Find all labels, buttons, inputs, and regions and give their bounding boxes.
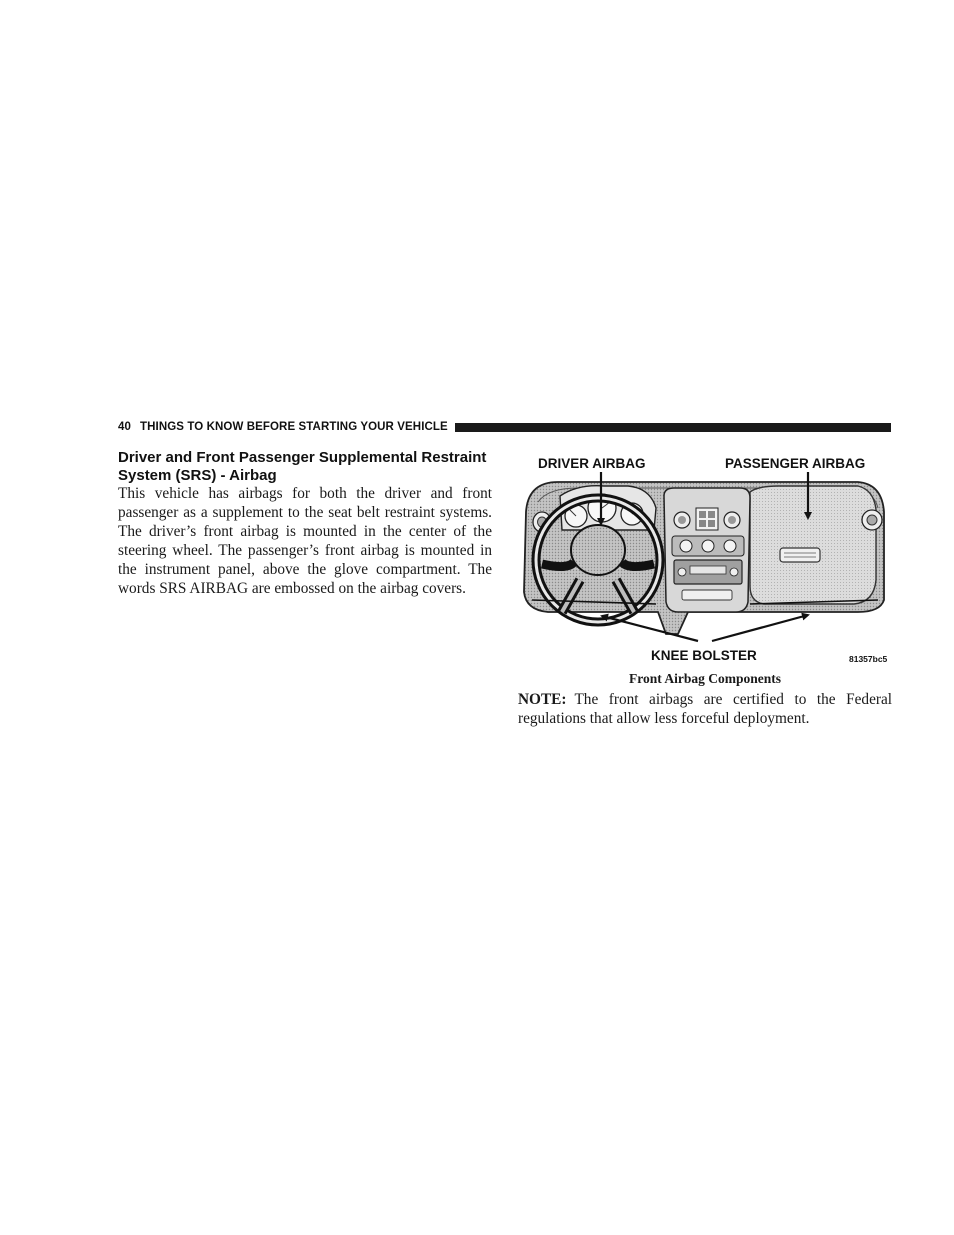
dashboard-illustration bbox=[518, 452, 892, 668]
figure-code: 81357bc5 bbox=[849, 654, 888, 664]
note-label: NOTE: bbox=[518, 691, 567, 708]
passenger-airbag-label: PASSENGER AIRBAG bbox=[725, 456, 866, 471]
page-number: 40 bbox=[118, 421, 131, 433]
airbag-figure bbox=[518, 452, 892, 668]
note-paragraph bbox=[518, 690, 892, 728]
note-text: The front airbags are certified to the Federal regulations that allow less forceful deployment. bbox=[518, 691, 892, 727]
section-title: Driver and Front Passenger Supplemental Restraint System (SRS) - Airbag bbox=[118, 449, 487, 484]
header-rule bbox=[455, 423, 891, 432]
running-title: THINGS TO KNOW BEFORE STARTING YOUR VEHICLE bbox=[140, 421, 448, 433]
figure-caption: Front Airbag Components bbox=[628, 671, 781, 686]
running-header bbox=[118, 420, 891, 434]
section-body: This vehicle has airbags for both the driver and front passenger as a supplement to the seat belt restraint systems. The driver’s front airbag is mounted in the center of the steering wheel. The passenger’s front airbag is mounted in the instrument panel, above the glove compartment. The words SRS AIRBAG are embossed on the airbag covers. bbox=[118, 485, 492, 597]
header-text bbox=[118, 421, 448, 433]
knee-bolster-label: KNEE BOLSTER bbox=[651, 648, 757, 663]
driver-airbag-label: DRIVER AIRBAG bbox=[538, 456, 646, 471]
